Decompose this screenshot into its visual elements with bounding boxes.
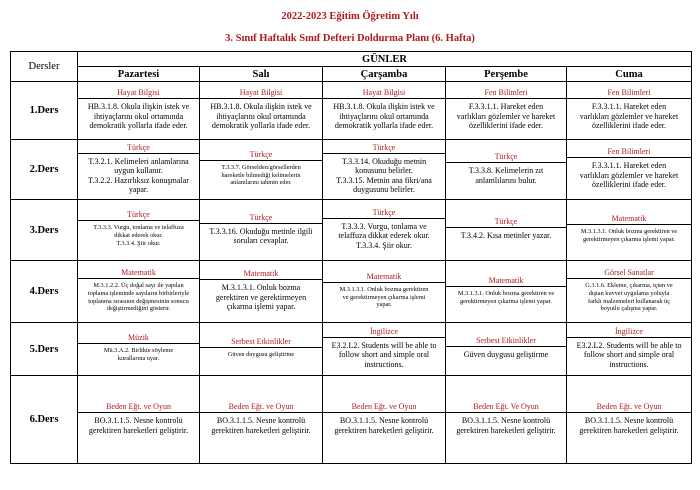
lesson-label: 5.Ders [11,323,78,376]
subject-label: Matematik [446,275,566,287]
dersler-header: Dersler [11,52,78,82]
plan-cell [446,323,567,376]
objective-line: dikkat ederek okur. [114,232,163,240]
plan-cell [78,200,200,261]
subject-label: Türkçe [78,209,199,221]
plan-cell [323,376,446,464]
objective-line: soruları cevaplar. [233,236,289,245]
objective-text [446,228,566,244]
subject-label: Türkçe [200,212,322,224]
objective-text [78,221,199,250]
objective-line: follow short and simple oral [338,350,430,360]
objective-line: M.3.1.3.1. Onluk bozma gerektiren ve [580,228,678,236]
subject-label: Beden Eğt. ve Oyun [323,401,445,413]
objective-line: ihtiyaçlarını okul ortamında [216,111,306,121]
objective-line: farklı malzemeleri kullanarak üç [588,297,670,305]
objective-text [567,225,691,247]
subject-label: Fen Bilimleri [446,87,566,99]
objective-line: uygun kullanır. [114,166,163,175]
objective-line: telaffuza dikkat ederek okur. [338,231,430,241]
subject-label: Beden Eğt. ve Oyun [78,401,199,413]
subject-label: Görsel Sanatlar [567,267,691,279]
objective-line: ihtiyaçlarını okul ortamında [339,111,429,121]
objective-line: boyutlu çalışma yapar. [600,305,658,313]
plan-cell [200,376,323,464]
objective-line: HB.3.1.8. Okula ilişkin istek ve [333,102,435,112]
plan-cell [567,376,692,464]
objective-line: T.3.4.2. Kısa metinler yazar. [460,231,552,241]
objective-line: BO.3.1.1.5. Nesne kontrolü [216,416,306,425]
plan-cell [78,140,200,200]
plan-cell [323,323,446,376]
lesson-label: 2.Ders [11,140,78,200]
subject-label: Matematik [323,271,445,283]
objective-line: duygusunu belirler. [353,185,415,194]
objective-line: Güven duygusu geliştirme [227,351,295,359]
subject-label: Beden Eğt. ve Oyun [567,401,691,413]
objective-text [567,413,691,438]
plan-cell [78,376,200,464]
subject-label: Serbest Etkinlikler [446,335,566,347]
day-header-5: Cuma [567,67,692,82]
objective-text [567,99,691,134]
objective-text [323,154,445,198]
lesson-label: 6.Ders [11,376,78,464]
objective-text [200,280,322,315]
objective-line: follow short and simple oral [583,350,675,360]
objective-line: ve gerektirmeyen çıkarma işlemi [342,293,426,301]
objective-text [446,99,566,134]
objective-text [78,413,199,438]
plan-cell [78,261,200,323]
gunler-header: GÜNLER [78,52,692,67]
plan-cell [323,82,446,140]
objective-line: T.3.3.4. Şiir okur. [116,239,161,247]
objective-text [323,219,445,254]
subject-label: Hayat Bilgisi [200,87,322,99]
objective-line: varlıkları gözlemler ve hareket [579,170,679,180]
objective-line: demokratik yollarla ifade eder. [211,121,311,131]
objective-text [446,287,566,309]
subject-label: Türkçe [446,151,566,163]
subject-label: İngilizce [323,326,445,338]
objective-line: E3.2.L2. Students will be able to [576,340,682,350]
subject-label: Serbest Etkinlikler [200,336,322,348]
day-header-4: Perşembe [446,67,567,82]
objective-text [78,99,199,134]
objective-line: T.3.2.1. Kelimeleri anlamlarına [88,156,189,166]
subject-label: İngilizce [567,326,691,338]
objective-line: anlamlarını tahmin eder. [230,179,292,187]
subject-label: Matematik [567,213,691,225]
lesson-row [11,140,692,200]
objective-line: kurallarına uyar. [117,355,160,362]
objective-line: demokratik yollarla ifade eder. [334,121,434,131]
day-header-2: Salı [200,67,323,82]
objective-line: yapar. [128,185,149,194]
objective-line: değiştirmediğini gösterir. [106,305,171,313]
objective-text [446,413,566,438]
lesson-label: 4.Ders [11,261,78,323]
objective-line: Güven duygusu geliştirme [463,350,549,360]
objective-line: T.3.3.3. Vurgu, tonlama ve [341,221,427,231]
objective-text [323,338,445,373]
plan-cell [200,261,323,323]
day-header-3: Çarşamba [323,67,446,82]
objective-line: HB.3.1.8. Okula ilişkin istek ve [87,102,190,112]
subject-label: Fen Bilimleri [567,146,691,158]
objective-line: T.3.3.14. Okuduğu metnin [341,156,427,166]
objective-line: BO.3.1.1.5. Nesne kontrolü [461,416,551,425]
objective-line: dıştan kuvvet uygulama yoluyla [588,289,670,297]
objective-line: yapar. [376,301,392,309]
plan-cell [446,200,567,261]
subject-label: Hayat Bilgisi [323,87,445,99]
lesson-row [11,323,692,376]
objective-line: F.3.3.1.1. Hareket eden [591,102,667,112]
objective-line: özelliklerini ifade eder. [592,121,666,131]
plan-cell [446,376,567,464]
subject-label: Türkçe [446,216,566,228]
objective-text [446,347,566,363]
plan-cell [323,140,446,200]
objective-text [200,224,322,249]
document-title: 2022-2023 Eğitim Öğretim Yılı [281,11,419,22]
lesson-row [11,82,692,140]
objective-text [78,154,199,198]
objective-line: anlamlılarını bulur. [475,175,537,185]
subject-label: Matematik [200,268,322,280]
subject-label: Türkçe [323,207,445,219]
objective-line: G.3.1.6. Ekleme, çıkarma, içten ve [585,281,673,289]
objective-line: E3.2.L2. Students will be able to [331,340,437,350]
objective-line: T.3.3.7. Görselden/görsellerden [221,163,301,171]
plan-cell [446,140,567,200]
objective-text [200,99,322,134]
objective-line: M.3.1.3.1. Onluk bozma [221,283,301,293]
objective-line: T.3.3.16. Okuduğu metinle ilgili [209,226,313,236]
subject-label: Beden Eğt. Ve Oyun [446,401,566,413]
objective-line: toplanma sırasının değişmesinin sonucu [88,297,189,305]
objective-text [567,158,691,193]
objective-text [323,283,445,312]
objective-text [78,279,199,316]
lesson-row [11,376,692,464]
objective-line: BO.3.1.1.5. Nesne kontrolü [339,416,429,425]
plan-cell [78,82,200,140]
objective-line: T.3.3.15. Metnin ana fikri/ana [336,175,432,185]
objective-line: özelliklerini ifade eder. [592,180,666,190]
lesson-label: 3.Ders [11,200,78,261]
document-subtitle: 3. Sınıf Haftalık Sınıf Defteri Doldurma Planı (6. Hafta) [225,33,475,44]
objective-text [200,348,322,362]
plan-cell [567,82,692,140]
objective-line: varlıkları gözlemler ve hareket [456,111,556,121]
objective-line: T.3.3.3. Vurgu, tonlama ve telaffuza [93,224,184,232]
objective-text [446,163,566,188]
objective-text [78,344,199,366]
objective-line: konusunu belirler. [355,166,413,175]
subject-label: Matematik [78,267,199,279]
objective-line: gerektiren hareketleri geliştirir. [88,425,189,435]
plan-cell [567,261,692,323]
objective-line: demokratik yollarla ifade eder. [89,121,188,131]
plan-cell [567,140,692,200]
objective-line: özelliklerini ifade eder. [469,121,543,131]
objective-line: ihtiyaçlarını okul ortamında [93,111,184,121]
objective-line: instructions. [609,359,649,369]
objective-line: hareketle bilmediği kelimelerin [221,171,301,179]
objective-line: gerektiren hareketleri geliştirir. [334,425,434,435]
lesson-label: 1.Ders [11,82,78,140]
day-header-1: Pazartesi [78,67,200,82]
plan-cell [200,200,323,261]
plan-cell [200,140,323,200]
subject-label: Türkçe [323,142,445,154]
plan-cell [567,200,692,261]
objective-line: T.3.3.8. Kelimelerin zıt [468,166,544,175]
objective-line: T.3.3.4. Şiir okur. [355,240,413,250]
objective-text [567,279,691,316]
subject-label: Müzik [78,332,199,344]
plan-cell [78,323,200,376]
objective-text [200,161,322,190]
objective-line: HB.3.1.8. Okula ilişkin istek ve [210,102,312,112]
plan-cell [323,261,446,323]
objective-line: F.3.3.1.1. Hareket eden [468,102,544,112]
objective-line: gerektiren hareketleri geliştirir. [456,425,556,435]
objective-line: BO.3.1.1.5. Nesne kontrolü [584,416,674,425]
plan-cell [446,261,567,323]
objective-line: M.3.1.3.1. Onluk bozma gerektiren ve [457,289,555,297]
objective-line: gerektiren hareketleri geliştirir. [579,425,679,435]
plan-cell [446,82,567,140]
plan-cell [567,323,692,376]
objective-line: çıkarma işlemi yapar. [226,302,296,312]
plan-cell [200,323,323,376]
objective-line: M.3.1.3.1. Onluk bozma gerektiren [339,285,429,293]
objective-line: gerektirmeyen çıkarma işlemi yapar. [460,297,552,305]
lesson-row [11,261,692,323]
subject-label: Beden Eğt. ve Oyun [200,401,322,413]
objective-text [323,413,445,438]
objective-line: gerektiren ve gerektirmeyen [215,292,307,302]
objective-line: gerektirmeyen çıkarma işlemi yapar. [583,236,675,243]
objective-line: Mü.3.A.2. Birlikte söyleme [103,347,174,355]
objective-text [200,413,322,438]
objective-line: toplama işleminde sayıların birbirleriyle [87,289,190,297]
objective-line: varlıkları gözlemler ve hareket [579,111,679,121]
subject-label: Türkçe [200,149,322,161]
plan-body [11,82,692,464]
objective-line: instructions. [364,359,404,369]
objective-line: F.3.3.1.1. Hareket eden [591,161,667,171]
objective-text [323,99,445,134]
objective-line: T.3.2.2. Hazırlıksız konuşmalar [88,175,189,185]
subject-label: Türkçe [78,142,199,154]
subject-label: Fen Bilimleri [567,87,691,99]
objective-line: BO.3.1.1.5. Nesne kontrolü [94,416,183,425]
plan-cell [323,200,446,261]
weekly-plan-table [10,51,692,464]
subject-label: Hayat Bilgisi [78,87,199,99]
day-header-row [11,67,692,82]
plan-cell [200,82,323,140]
objective-line: gerektiren hareketleri geliştirir. [211,425,311,435]
objective-text [567,338,691,373]
lesson-row [11,200,692,261]
objective-line: M.3.1.2.2. Üç doğal sayı ile yapılan [93,281,184,289]
